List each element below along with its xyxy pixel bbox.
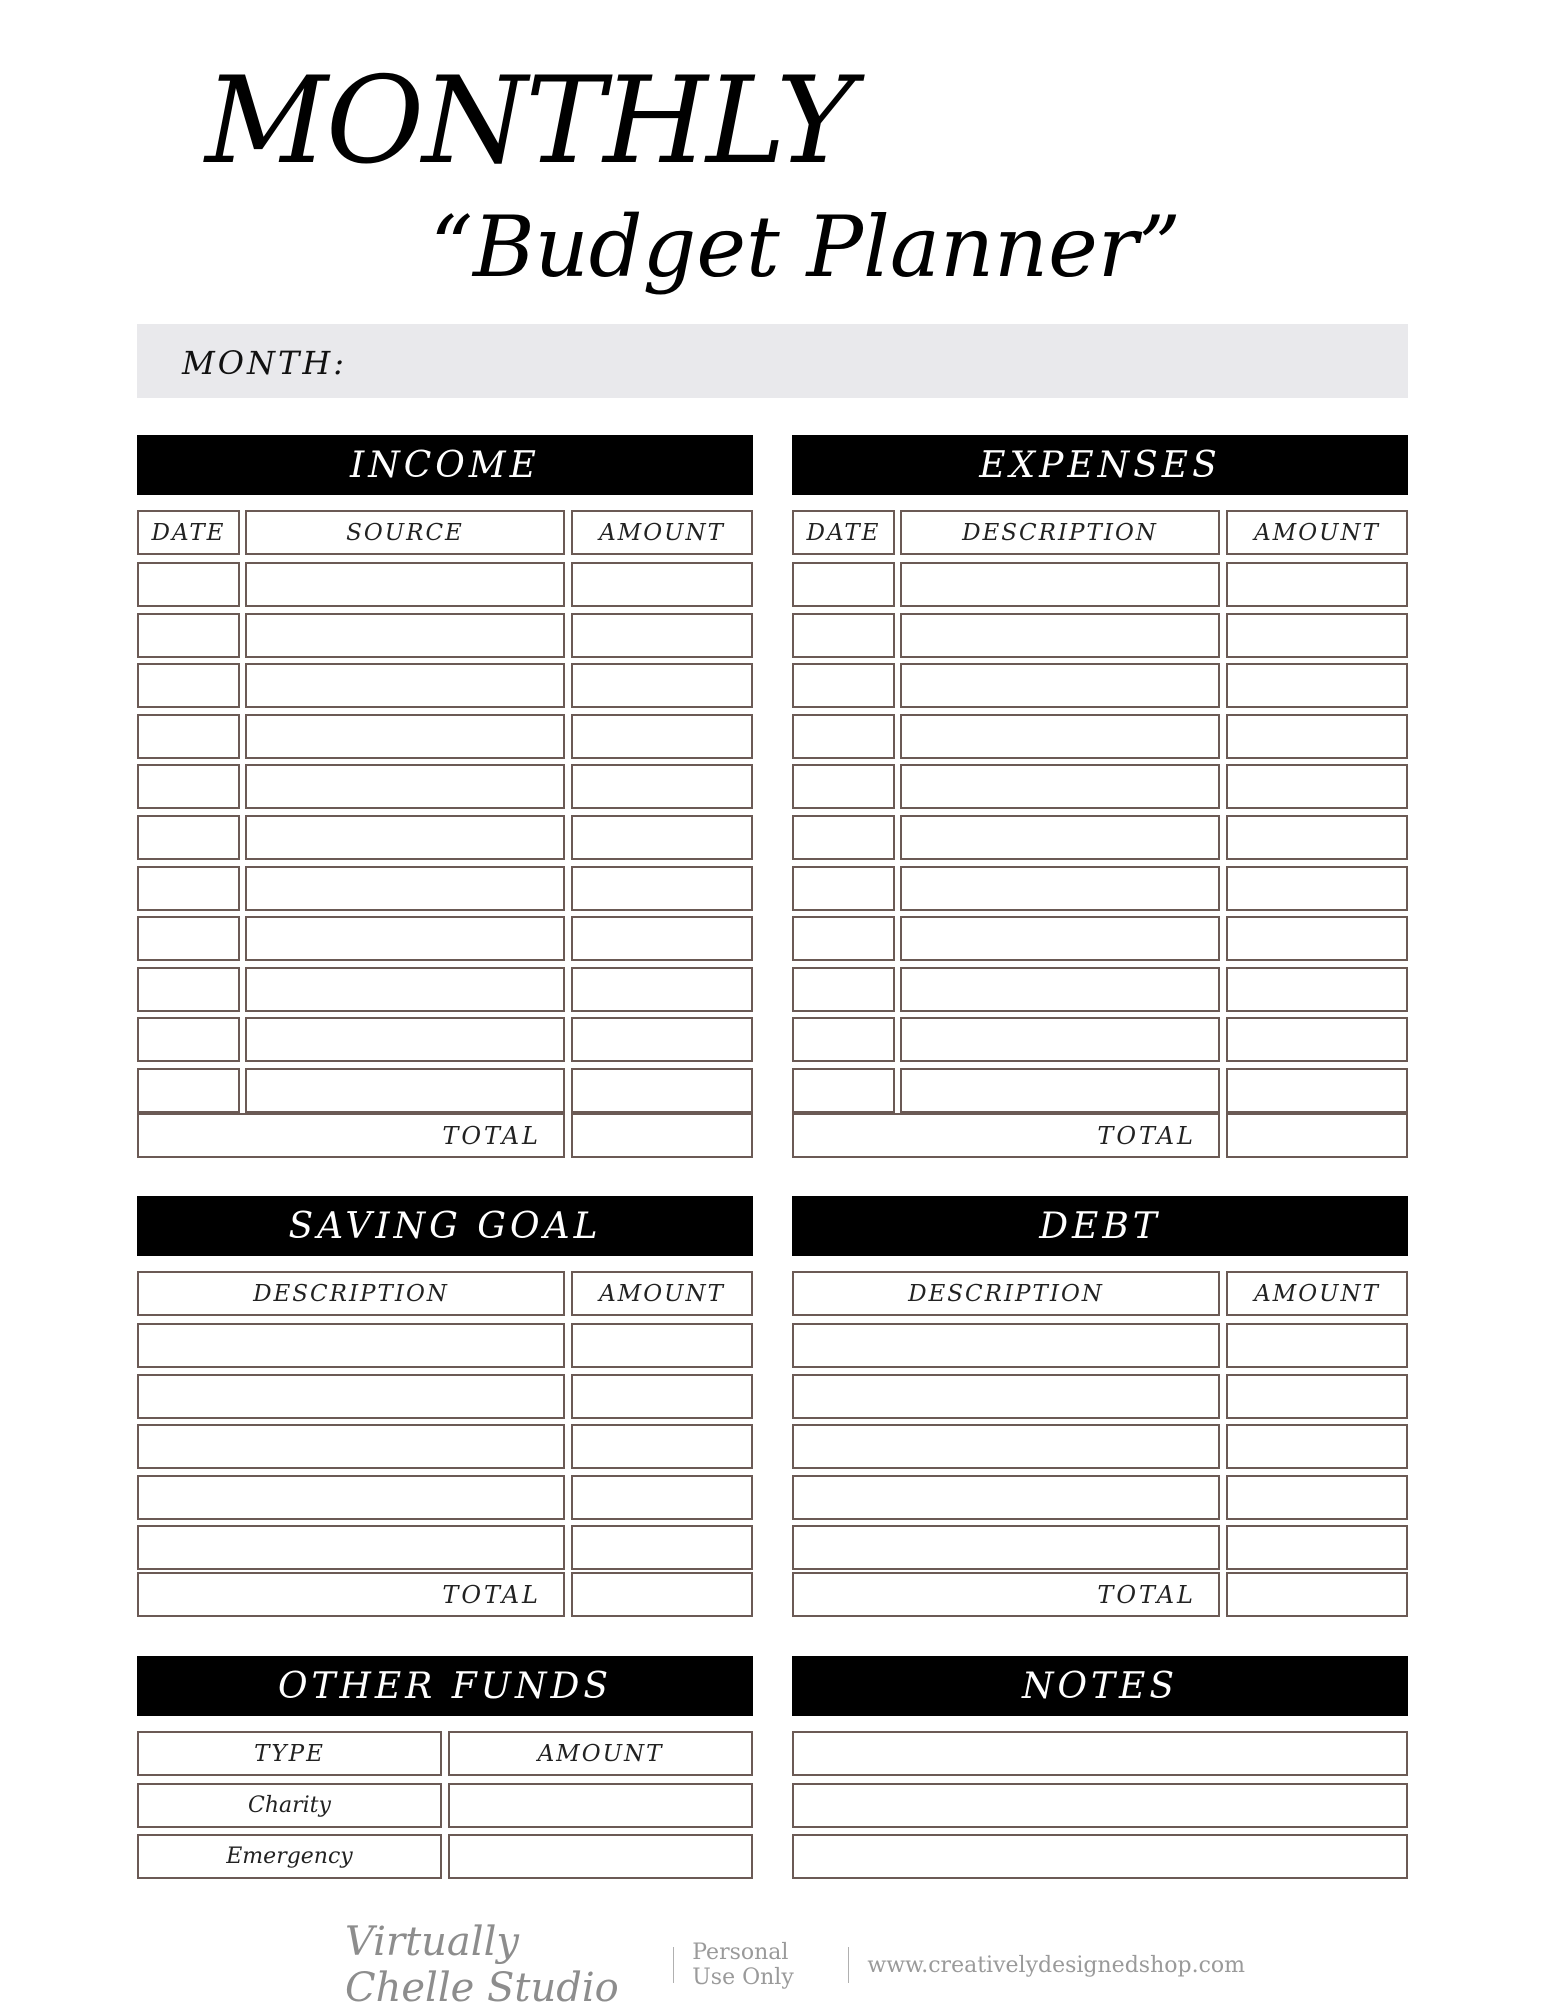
debt-total-amount[interactable] <box>1226 1572 1408 1617</box>
saving-amount-cell[interactable] <box>571 1323 753 1368</box>
expenses-section <box>792 435 1408 1159</box>
debt-header: DEBT <box>792 1196 1408 1256</box>
income-col-date: DATE <box>137 510 240 555</box>
other-funds-amount-charity[interactable] <box>448 1783 753 1828</box>
income-text-cell[interactable] <box>245 967 565 1012</box>
notes-line[interactable] <box>792 1834 1408 1879</box>
income-text-cell[interactable] <box>245 1017 565 1062</box>
saving-description-cell[interactable] <box>137 1525 565 1570</box>
saving-description-cell[interactable] <box>137 1323 565 1368</box>
income-total-amount[interactable] <box>571 1113 753 1158</box>
expenses-date-cell[interactable] <box>792 916 895 961</box>
saving-amount-cell[interactable] <box>571 1475 753 1520</box>
saving-total-amount[interactable] <box>571 1572 753 1617</box>
month-field[interactable] <box>137 324 1408 398</box>
expenses-col-amount: AMOUNT <box>1226 510 1408 555</box>
other-funds-header: OTHER FUNDS <box>137 1656 753 1716</box>
expenses-text-cell[interactable] <box>900 967 1220 1012</box>
expenses-date-cell[interactable] <box>792 613 895 658</box>
debt-col-description: DESCRIPTION <box>792 1271 1220 1316</box>
expenses-date-cell[interactable] <box>792 562 895 607</box>
income-amount-cell[interactable] <box>571 764 753 809</box>
other-funds-type-emergency: Emergency <box>137 1834 442 1879</box>
expenses-text-cell[interactable] <box>900 714 1220 759</box>
income-text-cell[interactable] <box>245 764 565 809</box>
saving-section <box>137 1196 753 1618</box>
notes-header: NOTES <box>792 1656 1408 1716</box>
brand-logo: Virtually Chelle Studio <box>345 1919 619 2011</box>
income-date-cell[interactable] <box>137 815 240 860</box>
expenses-header: EXPENSES <box>792 435 1408 495</box>
expenses-text-cell[interactable] <box>900 1068 1220 1113</box>
expenses-amount-cell[interactable] <box>1226 815 1408 860</box>
expenses-amount-cell[interactable] <box>1226 714 1408 759</box>
income-date-cell[interactable] <box>137 1068 240 1113</box>
expenses-amount-cell[interactable] <box>1226 613 1408 658</box>
notes-line[interactable] <box>792 1783 1408 1828</box>
income-amount-cell[interactable] <box>571 815 753 860</box>
income-amount-cell[interactable] <box>571 714 753 759</box>
saving-total-label: TOTAL <box>137 1572 565 1617</box>
usage-note: Personal Use Only <box>692 1940 794 1990</box>
expenses-date-cell[interactable] <box>792 815 895 860</box>
income-date-cell[interactable] <box>137 714 240 759</box>
debt-description-cell[interactable] <box>792 1323 1220 1368</box>
debt-col-amount: AMOUNT <box>1226 1271 1408 1316</box>
saving-amount-cell[interactable] <box>571 1374 753 1419</box>
saving-col-amount: AMOUNT <box>571 1271 753 1316</box>
debt-description-cell[interactable] <box>792 1525 1220 1570</box>
income-text-cell[interactable] <box>245 562 565 607</box>
income-date-cell[interactable] <box>137 866 240 911</box>
page-title: MONTHLY <box>205 52 854 191</box>
expenses-amount-cell[interactable] <box>1226 1017 1408 1062</box>
footer-divider <box>673 1947 674 1983</box>
debt-amount-cell[interactable] <box>1226 1525 1408 1570</box>
expenses-amount-cell[interactable] <box>1226 916 1408 961</box>
debt-description-cell[interactable] <box>792 1424 1220 1469</box>
income-amount-cell[interactable] <box>571 866 753 911</box>
notes-line[interactable] <box>792 1731 1408 1776</box>
footer-divider <box>848 1947 849 1983</box>
saving-description-cell[interactable] <box>137 1424 565 1469</box>
other-funds-col-amount: AMOUNT <box>448 1731 753 1776</box>
income-amount-cell[interactable] <box>571 967 753 1012</box>
expenses-text-cell[interactable] <box>900 1017 1220 1062</box>
expenses-text-cell[interactable] <box>900 663 1220 708</box>
expenses-text-cell[interactable] <box>900 764 1220 809</box>
expenses-col-description: DESCRIPTION <box>900 510 1220 555</box>
expenses-amount-cell[interactable] <box>1226 562 1408 607</box>
income-amount-cell[interactable] <box>571 562 753 607</box>
saving-amount-cell[interactable] <box>571 1424 753 1469</box>
expenses-date-cell[interactable] <box>792 1068 895 1113</box>
saving-header: SAVING GOAL <box>137 1196 753 1256</box>
income-amount-cell[interactable] <box>571 1068 753 1113</box>
expenses-total-label: TOTAL <box>792 1113 1220 1158</box>
income-amount-cell[interactable] <box>571 613 753 658</box>
income-text-cell[interactable] <box>245 1068 565 1113</box>
income-date-cell[interactable] <box>137 916 240 961</box>
debt-amount-cell[interactable] <box>1226 1374 1408 1419</box>
other-funds-section <box>137 1656 753 1880</box>
income-text-cell[interactable] <box>245 613 565 658</box>
saving-amount-cell[interactable] <box>571 1525 753 1570</box>
income-text-cell[interactable] <box>245 866 565 911</box>
expenses-date-cell[interactable] <box>792 866 895 911</box>
notes-section <box>792 1656 1408 1880</box>
debt-description-cell[interactable] <box>792 1475 1220 1520</box>
expenses-amount-cell[interactable] <box>1226 866 1408 911</box>
debt-description-cell[interactable] <box>792 1374 1220 1419</box>
debt-amount-cell[interactable] <box>1226 1323 1408 1368</box>
expenses-date-cell[interactable] <box>792 663 895 708</box>
expenses-amount-cell[interactable] <box>1226 663 1408 708</box>
saving-col-description: DESCRIPTION <box>137 1271 565 1316</box>
expenses-total-amount[interactable] <box>1226 1113 1408 1158</box>
income-col-source: SOURCE <box>245 510 565 555</box>
expenses-text-cell[interactable] <box>900 916 1220 961</box>
expenses-text-cell[interactable] <box>900 613 1220 658</box>
expenses-text-cell[interactable] <box>900 815 1220 860</box>
other-funds-type-charity: Charity <box>137 1783 442 1828</box>
debt-section <box>792 1196 1408 1618</box>
expenses-date-cell[interactable] <box>792 764 895 809</box>
debt-amount-cell[interactable] <box>1226 1475 1408 1520</box>
page-subtitle: “Budget Planner” <box>430 198 1181 296</box>
income-amount-cell[interactable] <box>571 663 753 708</box>
income-text-cell[interactable] <box>245 916 565 961</box>
income-text-cell[interactable] <box>245 663 565 708</box>
footer <box>345 1919 1245 2011</box>
income-text-cell[interactable] <box>245 815 565 860</box>
expenses-col-date: DATE <box>792 510 895 555</box>
income-date-cell[interactable] <box>137 764 240 809</box>
expenses-date-cell[interactable] <box>792 1017 895 1062</box>
other-funds-col-type: TYPE <box>137 1731 442 1776</box>
expenses-amount-cell[interactable] <box>1226 967 1408 1012</box>
income-date-cell[interactable] <box>137 613 240 658</box>
expenses-amount-cell[interactable] <box>1226 1068 1408 1113</box>
month-label: MONTH: <box>182 344 348 382</box>
expenses-date-cell[interactable] <box>792 714 895 759</box>
expenses-date-cell[interactable] <box>792 967 895 1012</box>
website-link[interactable]: www.creativelydesignedshop.com <box>867 1952 1245 1978</box>
income-date-cell[interactable] <box>137 967 240 1012</box>
debt-total-label: TOTAL <box>792 1572 1220 1617</box>
income-header: INCOME <box>137 435 753 495</box>
other-funds-amount-emergency[interactable] <box>448 1834 753 1879</box>
income-date-cell[interactable] <box>137 663 240 708</box>
saving-description-cell[interactable] <box>137 1475 565 1520</box>
income-section <box>137 435 753 1159</box>
saving-description-cell[interactable] <box>137 1374 565 1419</box>
debt-amount-cell[interactable] <box>1226 1424 1408 1469</box>
income-amount-cell[interactable] <box>571 916 753 961</box>
expenses-amount-cell[interactable] <box>1226 764 1408 809</box>
income-total-label: TOTAL <box>137 1113 565 1158</box>
income-date-cell[interactable] <box>137 1017 240 1062</box>
income-col-amount: AMOUNT <box>571 510 753 555</box>
income-date-cell[interactable] <box>137 562 240 607</box>
expenses-text-cell[interactable] <box>900 866 1220 911</box>
expenses-text-cell[interactable] <box>900 562 1220 607</box>
income-amount-cell[interactable] <box>571 1017 753 1062</box>
income-text-cell[interactable] <box>245 714 565 759</box>
